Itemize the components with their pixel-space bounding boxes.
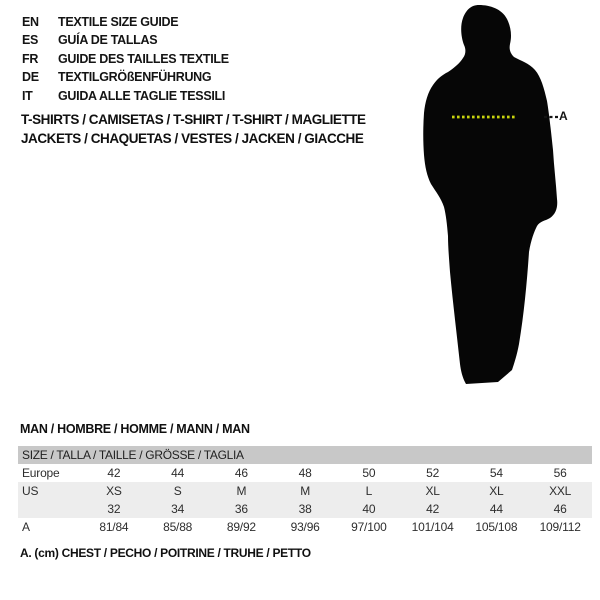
language-code: IT: [22, 88, 33, 103]
table-cell: 44: [489, 502, 503, 516]
chest-measure-footnote: A. (cm) CHEST / PECHO / POITRINE / TRUHE / PETTO: [20, 546, 311, 560]
language-title: GUÍA DE TALLAS: [58, 33, 158, 48]
table-cell: XS: [106, 484, 122, 498]
man-silhouette: [423, 5, 557, 384]
list-item: [22, 31, 229, 49]
table-cell: 109/112: [539, 520, 581, 534]
table-cell: 32: [107, 502, 121, 516]
table-cell: 52: [426, 466, 440, 480]
table-cell: 93/96: [290, 520, 320, 534]
table-cell: 89/92: [226, 520, 256, 534]
table-row-chest-cm: [18, 518, 592, 536]
garment-categories: [21, 110, 366, 148]
row-label: Europe: [22, 466, 60, 480]
section-title-man: MAN / HOMBRE / HOMME / MANN / MAN: [20, 422, 250, 436]
list-item: [22, 50, 229, 68]
table-cell: 44: [171, 466, 185, 480]
table-cell: 40: [362, 502, 376, 516]
table-cell: 34: [171, 502, 185, 516]
table-cell: M: [300, 484, 311, 498]
list-item: [22, 13, 229, 31]
table-row-us: [18, 482, 592, 500]
language-title: GUIDA ALLE TAGLIE TESSILI: [58, 88, 226, 103]
list-item: [22, 87, 229, 105]
table-cell: 85/88: [163, 520, 193, 534]
language-code: FR: [22, 51, 39, 66]
table-cell: XL: [425, 484, 440, 498]
table-cell: S: [173, 484, 182, 498]
table-cell: 105/108: [475, 520, 518, 534]
table-cell: 46: [234, 466, 248, 480]
table-cell: XL: [489, 484, 504, 498]
table-cell: 42: [426, 502, 440, 516]
size-table-header: SIZE / TALLA / TAILLE / GRÖSSE / TAGLIA: [18, 446, 592, 464]
language-code: ES: [22, 33, 39, 48]
size-table: [18, 446, 592, 536]
language-title: GUIDE DES TAILLES TEXTILE: [58, 51, 229, 66]
jackets-category-line: JACKETS / CHAQUETAS / VESTES / JACKEN / GIACCHE: [21, 131, 364, 146]
table-cell: 36: [234, 502, 248, 516]
table-cell: 46: [553, 502, 567, 516]
table-row-europe: [18, 464, 592, 482]
language-code: EN: [22, 15, 39, 29]
language-title: TEXTILGRÖßENFÜHRUNG: [58, 70, 212, 85]
language-title: TEXTILE SIZE GUIDE: [58, 15, 179, 29]
table-cell: 42: [107, 466, 121, 480]
row-label: [18, 500, 82, 518]
man-silhouette-figure: [395, 0, 580, 400]
table-cell: 50: [362, 466, 376, 480]
table-cell: L: [365, 484, 373, 498]
language-code: DE: [22, 70, 39, 85]
language-guide-list: [22, 13, 229, 105]
table-row-numeric: [18, 500, 592, 518]
table-cell: 81/84: [99, 520, 129, 534]
table-cell: XXL: [549, 484, 572, 498]
table-cell: 38: [298, 502, 312, 516]
table-cell: 48: [298, 466, 312, 480]
table-cell: 101/104: [411, 520, 454, 534]
table-cell: M: [236, 484, 247, 498]
row-label: A: [22, 520, 30, 534]
row-label: US: [22, 484, 39, 498]
table-cell: 56: [553, 466, 567, 480]
tshirts-category-line: T-SHIRTS / CAMISETAS / T-SHIRT / T-SHIRT / MAGLIETTE: [21, 112, 366, 127]
list-item: [22, 68, 229, 86]
table-cell: 97/100: [351, 520, 387, 534]
table-cell: 54: [489, 466, 503, 480]
measurement-label-a: A: [559, 109, 568, 123]
